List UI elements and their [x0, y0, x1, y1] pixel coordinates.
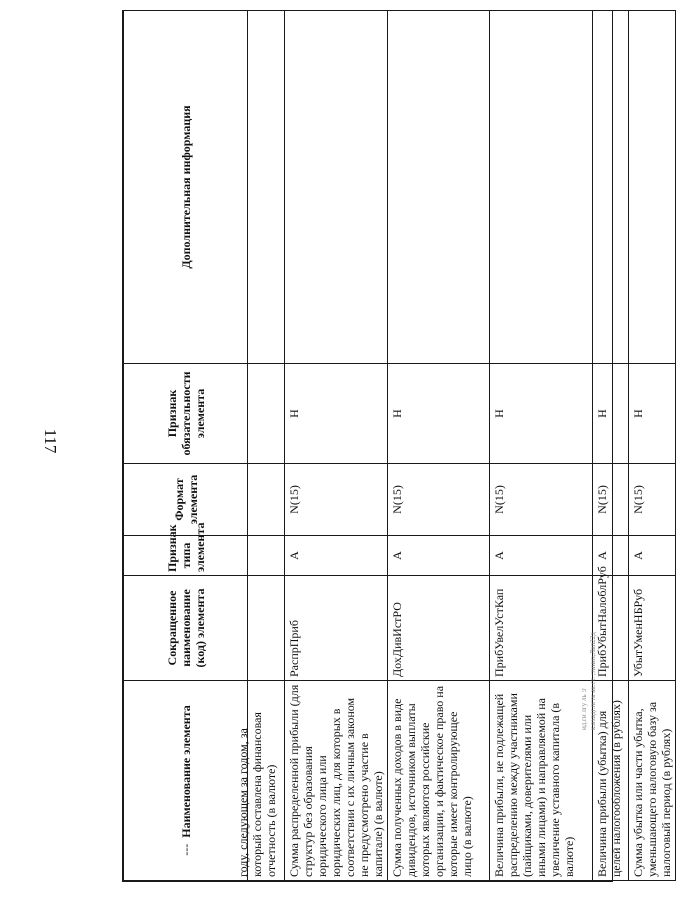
header-required-flag: Признак обязательности элемента	[124, 364, 248, 464]
page-number: 117	[41, 428, 60, 454]
table-row	[285, 11, 388, 881]
cell-type-flag: А	[285, 536, 388, 576]
cell-short-name	[248, 576, 285, 681]
cell-name: Величина прибыли, не подлежащей распределению между участниками (пайщиками, доверителями или иными лицами) и направляемой на увеличение уставного капитала (в валюте)	[490, 681, 593, 881]
cell-type-flag	[248, 536, 285, 576]
cell-required-flag: Н	[490, 364, 593, 464]
cell-name: году, следующем за годом, за который составлена финансовая отчетность (в валюте)	[248, 681, 285, 881]
header-name-prefix: ---	[178, 843, 193, 856]
cell-short-name: ДохДивИстРО	[388, 576, 490, 681]
cell-additional	[629, 11, 676, 364]
cell-additional	[490, 11, 593, 364]
cell-name: Сумма убытка или части убытка, уменьшающего налоговую базу за налоговый период (в рублях)	[629, 681, 676, 881]
cell-required-flag	[248, 364, 285, 464]
cell-additional	[388, 11, 490, 364]
table-row	[388, 11, 490, 881]
cell-required-flag: Н	[593, 364, 629, 464]
cell-type-flag: А	[490, 536, 593, 576]
cell-short-name: РаспрПриб	[285, 576, 388, 681]
cell-additional	[593, 11, 629, 364]
cell-short-name: ПрибУбытНалоблРуб	[593, 576, 629, 681]
rotated-table-frame	[122, 10, 673, 882]
header-type-flag: Признак типа элемента	[124, 536, 248, 576]
cell-short-name: УбытУменНБРуб	[629, 576, 676, 681]
header-row	[124, 11, 248, 881]
header-format: Формат элемента	[124, 464, 248, 536]
cell-type-flag: А	[629, 536, 676, 576]
cell-format: N(15)	[593, 464, 629, 536]
table-row	[490, 11, 593, 881]
cell-short-name: ПрибУвелУстКап	[490, 576, 593, 681]
table-row	[248, 11, 285, 881]
header-name	[124, 681, 248, 881]
cell-format: N(15)	[629, 464, 676, 536]
header-short-name: Сокращенное наименование (код) элемента	[124, 576, 248, 681]
cell-type-flag: А	[593, 536, 629, 576]
cell-format: N(15)	[285, 464, 388, 536]
stamp-line-1: ид.ги лгу ль :г	[580, 687, 588, 730]
cell-type-flag: А	[388, 536, 490, 576]
cell-required-flag: Н	[629, 364, 676, 464]
cell-required-flag: Н	[285, 364, 388, 464]
cell-name: Сумма полученных доходов в виде дивидендов, источником выплаты которых являются российские организации, и фактическое право на которые имеет контролирующее лицо (в валюте)	[388, 681, 490, 881]
stamp-line-2: к.вхвдг.пгтк ак.ст. ;тиниз,Лвп22д	[589, 632, 597, 730]
cell-name: Величина прибыли (убытка) для целей налогообложения (в рублях)	[593, 681, 629, 881]
cell-name: Сумма распределенной прибыли (для структур без образования юридического лица или юридических лиц, для которых в соответствии с их личным законом не предусмотрено участие в капитале) (в валюте)	[285, 681, 388, 881]
document-stamp	[580, 632, 598, 730]
cell-additional	[285, 11, 388, 364]
header-additional: Дополнительная информация	[124, 11, 248, 364]
header-name-label: Наименование элемента	[178, 705, 193, 838]
elements-table	[123, 10, 676, 881]
cell-format	[248, 464, 285, 536]
cell-format: N(15)	[490, 464, 593, 536]
rotated-table-content	[123, 11, 673, 881]
cell-required-flag: Н	[388, 364, 490, 464]
cell-format: N(15)	[388, 464, 490, 536]
table-row	[629, 11, 676, 881]
cell-additional	[248, 11, 285, 364]
table-row	[593, 11, 629, 881]
